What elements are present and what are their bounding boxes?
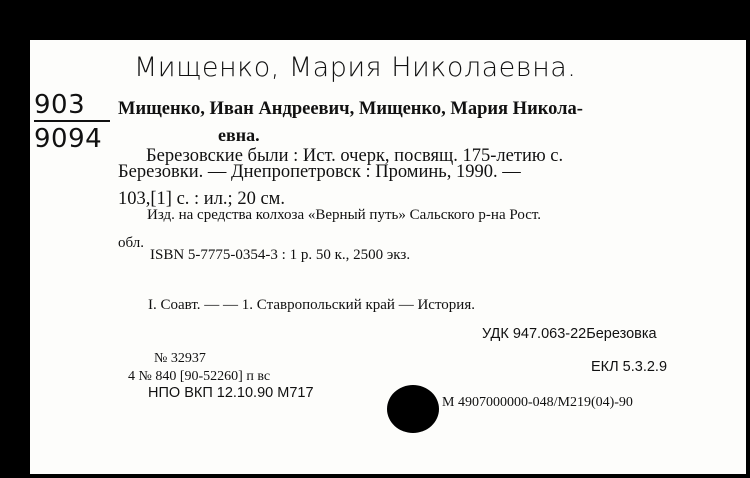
isbn-line: ISBN 5-7775-0354-3 : 1 р. 50 к., 2500 экз.	[150, 247, 411, 263]
handwritten-author-name: Мищенко, Мария Николаевна.	[134, 52, 577, 83]
order-line: 4 № 840 [90-52260] п вс	[128, 369, 271, 384]
catalog-card	[30, 40, 746, 474]
heading-line-1: Мищенко, Иван Андреевич, Мищенко, Мария Никола-	[118, 99, 583, 119]
heading-line-2: евна.	[218, 125, 260, 145]
publisher-code: М 4907000000-048/М219(04)-90	[442, 395, 633, 410]
description-line-1: Березовские были : Ист. очерк, посвящ. 175-летию с.	[146, 146, 564, 166]
description-line-2: Березовки. — Днепропетровск : Проминь, 1990. —	[118, 162, 521, 182]
call-number-underline	[34, 120, 110, 122]
ekl-code: ЕКЛ 5.3.2.9	[591, 359, 668, 375]
npo-line: НПО ВКП 12.10.90 М717	[148, 385, 314, 401]
call-number-bottom: 9094	[34, 124, 103, 154]
note-line-2: обл.	[118, 235, 144, 251]
punch-hole	[387, 385, 439, 433]
udk-code: УДК 947.063-22Березовка	[482, 326, 657, 342]
call-number-top: 903	[34, 90, 86, 120]
description-line-3: 103,[1] с. : ил.; 20 см.	[118, 189, 285, 209]
note-line-1: Изд. на средства колхоза «Верный путь» Сальского р-на Рост.	[147, 207, 542, 223]
subject-tracings: I. Соавт. — — 1. Ставропольский край — История.	[148, 297, 475, 313]
record-number: № 32937	[154, 351, 206, 366]
